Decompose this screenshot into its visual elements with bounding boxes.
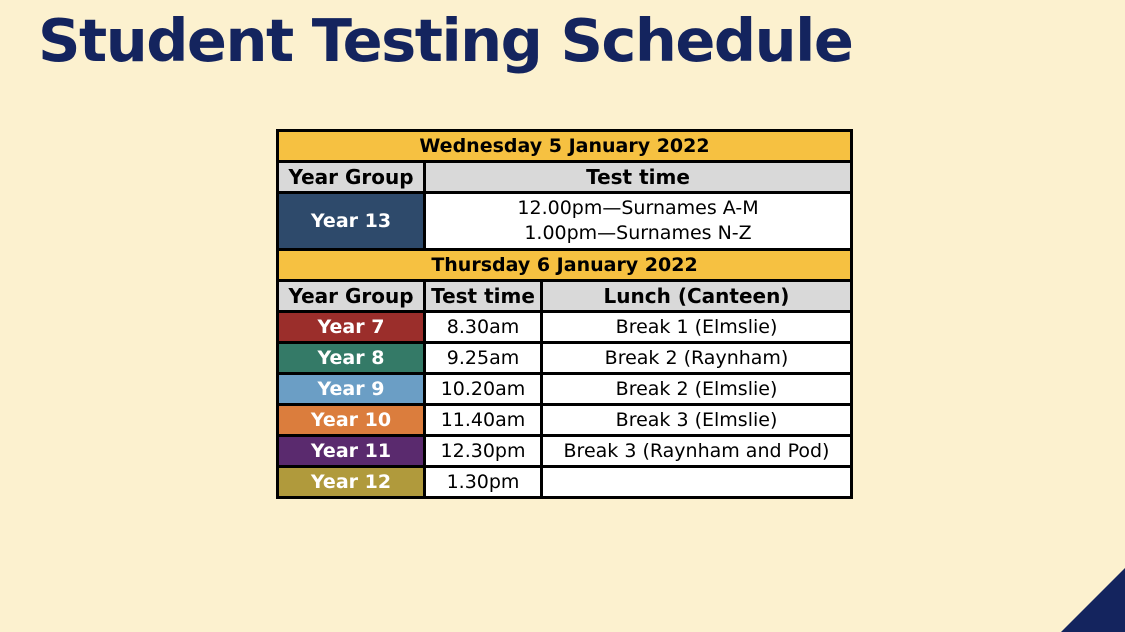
year-8-cell: Year 8 <box>278 343 425 374</box>
test-time-cell: 10.20am <box>425 374 542 405</box>
lunch-cell: Break 3 (Raynham and Pod) <box>542 436 852 467</box>
test-time-cell: 8.30am <box>425 312 542 343</box>
test-time-line: 12.00pm—Surnames A-M <box>517 197 759 219</box>
day-header-thursday: Thursday 6 January 2022 <box>278 250 852 281</box>
year-13-times-cell <box>425 193 852 250</box>
day-header-row <box>278 131 852 162</box>
column-header-test-time: Test time <box>425 281 542 312</box>
test-time-line: 1.00pm—Surnames N-Z <box>524 222 752 244</box>
column-header-test-time: Test time <box>425 162 852 193</box>
test-time-cell: 12.30pm <box>425 436 542 467</box>
day-header-wednesday: Wednesday 5 January 2022 <box>278 131 852 162</box>
table-row <box>278 467 852 498</box>
table-row <box>278 436 852 467</box>
column-header-row <box>278 281 852 312</box>
corner-decoration <box>1061 568 1125 632</box>
test-time-cell: 11.40am <box>425 405 542 436</box>
table-row <box>278 193 852 250</box>
lunch-cell <box>542 467 852 498</box>
column-header-year-group: Year Group <box>278 162 425 193</box>
year-11-cell: Year 11 <box>278 436 425 467</box>
lunch-cell: Break 1 (Elmslie) <box>542 312 852 343</box>
test-time-cell: 1.30pm <box>425 467 542 498</box>
year-10-cell: Year 10 <box>278 405 425 436</box>
year-7-cell: Year 7 <box>278 312 425 343</box>
table-row <box>278 312 852 343</box>
column-header-row <box>278 162 852 193</box>
test-time-cell: 9.25am <box>425 343 542 374</box>
lunch-cell: Break 2 (Raynham) <box>542 343 852 374</box>
table-row <box>278 374 852 405</box>
testing-schedule-table <box>276 129 853 499</box>
day-header-row <box>278 250 852 281</box>
lunch-cell: Break 3 (Elmslie) <box>542 405 852 436</box>
table-row <box>278 405 852 436</box>
table-row <box>278 343 852 374</box>
page-title: Student Testing Schedule <box>38 6 853 75</box>
column-header-year-group: Year Group <box>278 281 425 312</box>
column-header-lunch: Lunch (Canteen) <box>542 281 852 312</box>
year-13-cell: Year 13 <box>278 193 425 250</box>
year-12-cell: Year 12 <box>278 467 425 498</box>
year-9-cell: Year 9 <box>278 374 425 405</box>
lunch-cell: Break 2 (Elmslie) <box>542 374 852 405</box>
